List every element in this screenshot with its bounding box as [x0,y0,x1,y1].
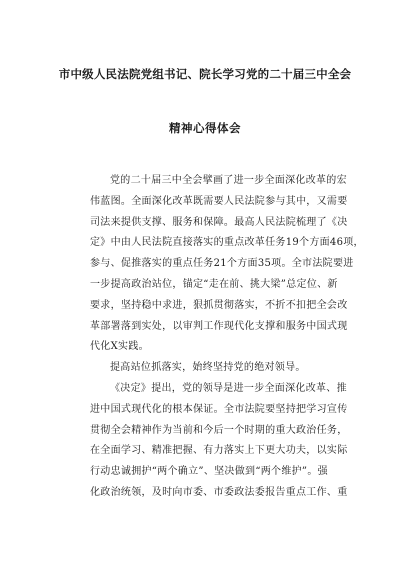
paragraph-line: 要求，坚持稳中求进，狠抓贯彻落实，不折不扣把全会改 [90,299,348,311]
document-title: 市中级人民法院党组书记、院长学习党的二十届三中全会 [58,67,352,81]
section-heading: 提高站位抓落实，始终坚持党的绝对领导。 [110,362,306,374]
paragraph-line: 司法来提供支撑、服务和保障。最高人民法院梳理了《决 [90,216,348,228]
paragraph-line: 一步提高政治站位，锚定“走在前、挑大梁”总定位、新 [90,278,338,290]
paragraph-line: 行动忠诚拥护“两个确立”、坚决做到“两个维护”。强 [90,466,328,478]
document-subtitle: 精神心得体会 [169,121,241,135]
paragraph-line: 进中国式现代化的根本保证。全市法院要坚持把学习宣传 [90,403,348,415]
paragraph-line: 代化X实践。 [90,341,149,353]
paragraph-line: 定》中由人民法院直接落实的重点改革任务19个方面46项， [90,237,364,249]
paragraph-line: 伟蓝图。全面深化改革既需要人民法院参与其中，又需要 [90,195,348,207]
paragraph-line: 在全面学习、精准把握、有力落实上下更大功夫，以实际 [90,445,348,457]
paragraph-line: 《决定》提出，党的领导是进一步全面深化改革、推 [110,382,347,394]
paragraph-line: 参与、促推落实的重点任务21个方面35项。全市法院要进 [90,258,354,270]
paragraph-line: 党的二十届三中全会擘画了进一步全面深化改革的宏 [110,175,347,186]
paragraph-line: 革部署落到实处，以审判工作现代化支撑和服务中国式现 [90,320,348,332]
paragraph-line: 贯彻全会精神作为当前和今后一个时期的重大政治任务， [90,424,348,436]
document-body [90,171,364,504]
paragraph-line: 化政治统领，及时向市委、市委政法委报告重点工作、重 [90,486,348,498]
